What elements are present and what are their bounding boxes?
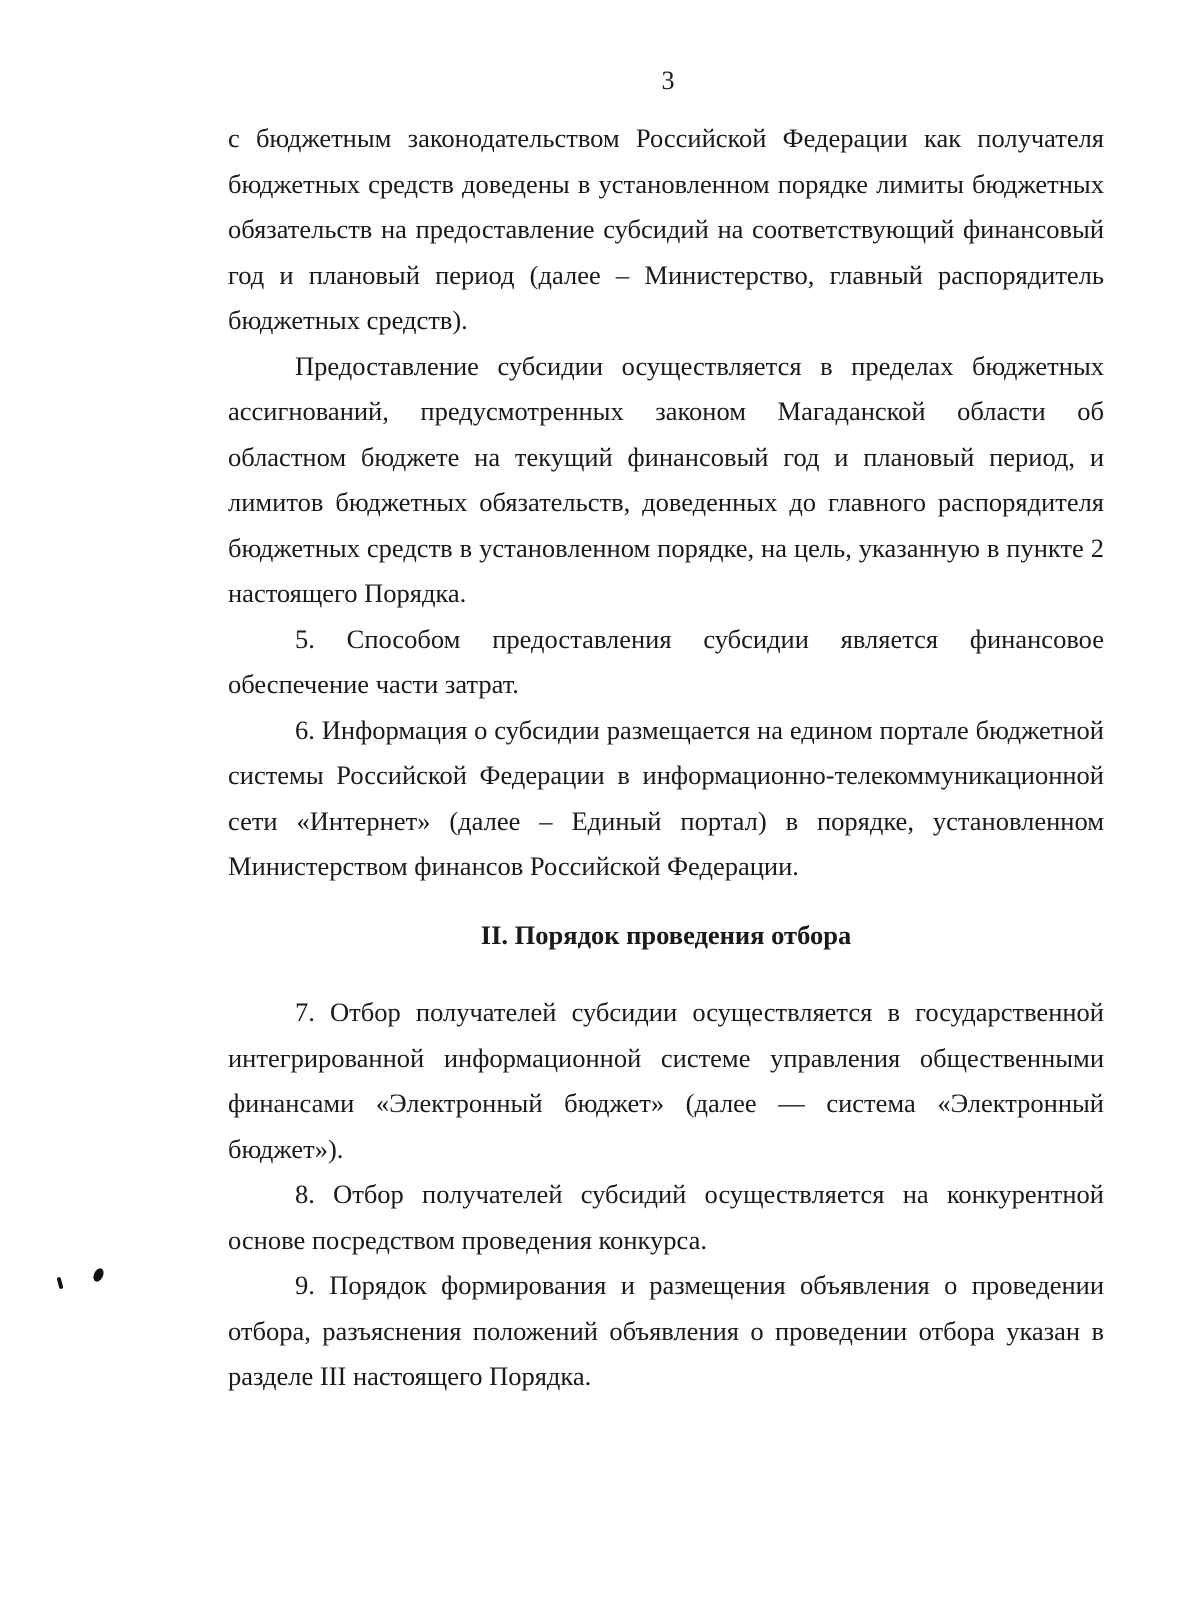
paragraph-8: 8. Отбор получателей субсидий осуществляется на конкурентной основе посредством проведения конкурса. bbox=[228, 1179, 1104, 1255]
section-heading: II. Порядок проведения отбора bbox=[480, 919, 852, 950]
paragraph-9: 9. Порядок формирования и размещения объявления о проведении отбора, разъяснения положений объявления о проведении отбора указан в разделе III настоящего Порядка. bbox=[228, 1270, 1104, 1391]
paragraph-provision: Предоставление субсидии осуществляется в пределах бюджетных ассигнований, предусмотренных законом Магаданской области об областном бюджете на текущий финансовый год и плановый период, и лимитов бюджетных обязательств, доведенных до главного распорядителя бюджетных средств в установленном порядке, на цель, указанную в пункте 2 настоящего Порядка. bbox=[228, 350, 1104, 608]
spacer bbox=[228, 958, 1104, 990]
paragraph-6: 6. Информация о субсидии размещается на едином портале бюджетной системы Российской Федерации в информационно-телекоммуникационной сети «Интернет» (далее – Единый портал) в порядке, установленном Министерством финансов Российской Федерации. bbox=[228, 714, 1104, 881]
spacer bbox=[228, 890, 1104, 913]
scan-speck bbox=[57, 1277, 64, 1290]
paragraph-7: 7. Отбор получателей субсидии осуществляется в государственной интегрированной информационной системе управления общественными финансами «Электронный бюджет» (далее — система «Электронный бюджет»). bbox=[228, 997, 1104, 1164]
page-number: 3 bbox=[661, 66, 675, 95]
document-body bbox=[228, 116, 1104, 1400]
paragraph-continuation: с бюджетным законодательством Российской Федерации как получателя бюджетных средств доведены в установленном порядке лимиты бюджетных обязательств на предоставление субсидий на соответствующий финансовый год и плановый период (далее – Министерство, главный распорядитель бюджетных средств). bbox=[228, 123, 1104, 335]
scan-speck bbox=[91, 1267, 105, 1283]
paragraph-5: 5. Способом предоставления субсидии является финансовое обеспечение части затрат. bbox=[228, 623, 1104, 699]
